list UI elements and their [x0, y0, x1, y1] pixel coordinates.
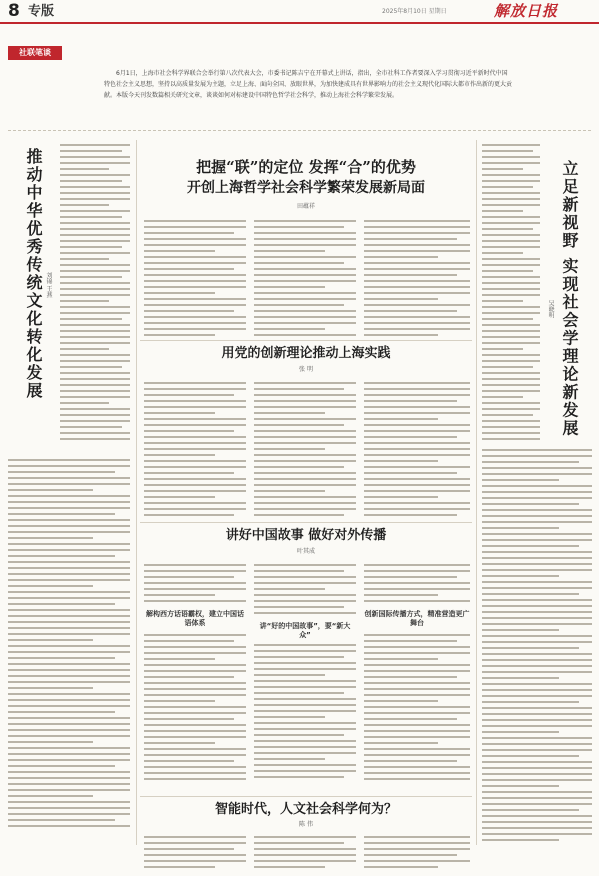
article-author-left: 刘锦 王燕	[45, 272, 52, 298]
article-title-center-4: 智能时代，人文社会科学何为？	[214, 802, 397, 817]
article-title-center-2: 用党的创新理论推动上海实践	[221, 346, 391, 361]
article-body-center-1a	[144, 216, 246, 336]
divider	[140, 522, 472, 523]
article-subtitle-center-1: 开创上海哲学社会科学繁荣发展新局面	[187, 180, 425, 196]
article-title-left: 推动中华优秀传统文化转化发展	[24, 148, 43, 400]
issue-date: 2025年8月10日 星期日	[382, 8, 447, 15]
divider	[136, 140, 137, 845]
page-number: 8	[8, 1, 20, 21]
intro-paragraph: 6月1日，上海市社会科学界联合会举行第八次代表大会，市委书记陈吉宁在开幕式上讲话，指出，全市社科工作者要深入学习贯彻习近平新时代中国特色社会主义思想，坚持以高质量发展为主题，立足上海、面向全国、放眼世界，为加快建成具有世界影响力的社会主义现代化国际大都市作出新的更大贡献。本版今天刊发数篇相关研究文章，谈谈如何对标建设中国特色哲学社会科学，推动上海社会科学繁荣发展。	[104, 70, 512, 99]
article-title-center-3: 讲好中国故事 做好对外传播	[225, 528, 387, 543]
article-author-center-3: 叶其成	[296, 548, 315, 555]
article-body-center-2b	[254, 378, 356, 518]
article-body-center-2a	[144, 378, 246, 518]
subhead-3: 创新国际传播方式，精准营造更广舞台	[364, 610, 470, 627]
article-body-center-3e	[364, 560, 470, 606]
article-body-center-3a	[144, 560, 246, 606]
article-title-center-1: 把握“联”的定位 发挥“合”的优势	[196, 158, 416, 176]
divider	[140, 340, 472, 341]
article-title-right: 立足新视野 实现社会学理论新发展	[560, 160, 579, 438]
article-body-center-4b	[254, 832, 356, 872]
newspaper-logo: 解放日报	[494, 2, 559, 20]
article-body-center-1b	[254, 216, 356, 336]
article-body-center-1c	[364, 216, 470, 336]
article-body-center-3f	[364, 630, 470, 790]
divider	[476, 140, 477, 845]
article-author-center-1: 田蕴祥	[296, 203, 315, 210]
article-body-center-2c	[364, 378, 470, 518]
subhead-2: 讲“好的中国故事”，要“新大众”	[259, 622, 351, 639]
article-body-center-4c	[364, 832, 470, 872]
divider	[8, 130, 591, 131]
divider	[140, 796, 472, 797]
subhead-1: 解构西方话语霸权，建立中国话语体系	[146, 610, 244, 627]
section-label: 专版	[28, 4, 55, 19]
column-tag: 社联笔谈	[8, 46, 62, 60]
article-body-right-top	[482, 140, 540, 440]
article-author-center-4: 陈 伟	[299, 821, 313, 828]
article-body-right-bottom	[482, 445, 592, 845]
article-body-center-3d	[254, 640, 356, 790]
article-body-center-3b	[144, 630, 246, 790]
article-body-left-top	[60, 140, 130, 450]
masthead	[0, 0, 599, 24]
article-author-center-2: 张 明	[299, 366, 313, 373]
article-body-left-bottom	[8, 455, 130, 835]
article-body-center-3c	[254, 560, 356, 620]
article-author-right: 吴晓明	[547, 300, 554, 318]
article-body-center-4a	[144, 832, 246, 872]
